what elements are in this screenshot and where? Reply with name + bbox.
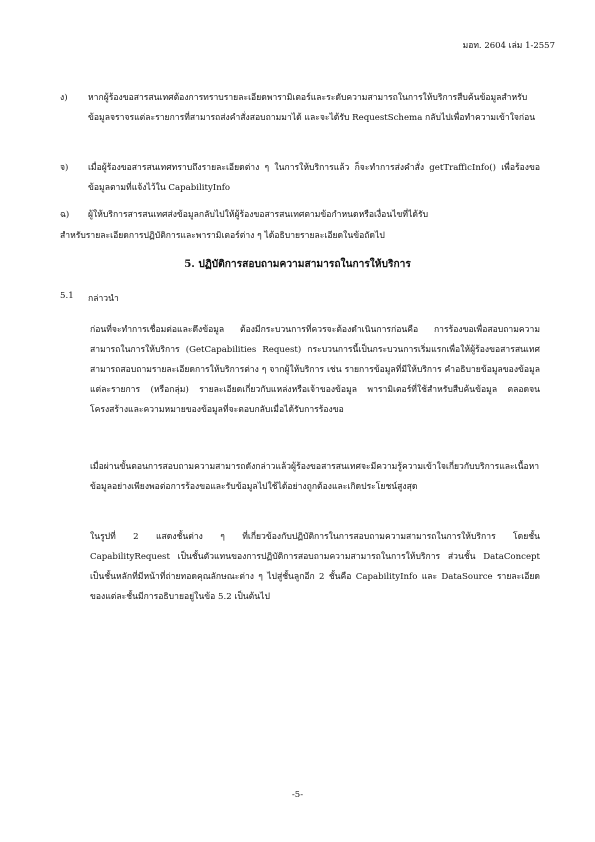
subsection-heading: [60, 291, 119, 305]
paragraph-1: [60, 320, 540, 420]
list-marker: จ): [60, 163, 69, 173]
standard-code: มอท. 2604 เล่ม 1-2557: [462, 41, 555, 51]
list-text: เมื่อผู้ร้องขอสารสนเทศทราบถึงรายละเอียดต่าง ๆ ในการให้บริการแล้ว ก็จะทำการส่งคำสั่ง getTrafficInfo() เพื่อร้องขอข้อมูลตามที่แจ้งไว้ใน CapabilityInfo: [88, 163, 540, 193]
section-heading: 5. ปฏิบัติการสอบถามความสามารถในการให้บริการ: [184, 258, 411, 270]
lead-line: [60, 226, 540, 246]
list-text: ผู้ให้บริการสารสนเทศส่งข้อมูลกลับไปให้ผู้ร้องขอสารสนเทศตามข้อกำหนดหรือเงื่อนไขที่ได้รับ: [88, 210, 429, 220]
lead-line-text: สำหรับรายละเอียดการปฏิบัติการและพารามิเตอร์ต่าง ๆ ได้อธิบายรายละเอียดในข้อถัดไป: [60, 231, 385, 241]
list-marker: ง): [60, 93, 68, 103]
list-text: หากผู้ร้องขอสารสนเทศต้องการทราบรายละเอียดพารามิเตอร์และระดับความสามารถในการให้บริการสืบค้นข้อมูลสำหรับข้อมูลจราจรแต่ละรายการที่สามารถส่งคำสั่งสอบถามมาได้ และจะได้รับ RequestSchema กลับไปเพื่อทำความเข้าใจก่อน: [88, 93, 536, 123]
list-item-jo: [60, 158, 540, 198]
list-marker: ฉ): [60, 210, 70, 220]
paragraph-text: ในรูปที่ 2 แสดงชั้นต่าง ๆ ที่เกี่ยวข้องกับปฏิบัติการในการสอบถามความสามารถในการให้บริการ โดยชั้น CapabilityRequest เป็นชั้นตัวแทนของการปฏิบัติการสอบถามความสามารถในการให้บริการ ส่วนชั้น DataConcept เป็นชั้นหลักที่มีหน้าที่ถ่ายทอดคุณลักษณะต่าง ๆ ไปสู่ชั้นลูกอีก 2 ชั้นคือ CapabilityInfo และ DataSource รายละเอียดของแต่ละชั้นมีการอธิบายอยู่ในข้อ 5.2 เป็นต้นไป: [90, 532, 540, 602]
page-number: -5-: [291, 790, 304, 800]
paragraph-text: ก่อนที่จะทำการเชื่อมต่อและดึงข้อมูล ต้องมีกระบวนการที่ควรจะต้องดำเนินการก่อนคือ การร้องขอเพื่อสอบถามความสามารถในการให้บริการ (GetCapabilities Request) กระบวนการนี้เป็นกระบวนการเริ่มแรกเพื่อให้ผู้ร้องขอสารสนเทศสามารถสอบถามรายละเอียดการให้บริการต่าง ๆ จากผู้ให้บริการ เช่น รายการข้อมูลที่มีให้บริการ คำอธิบายข้อมูลของข้อมูลแต่ละรายการ (หรือกลุ่ม) รายละเอียดเกี่ยวกับแหล่งหรือเจ้าของข้อมูล พารามิเตอร์ที่ใช้สำหรับสืบค้นข้อมูล ตลอดจนโครงสร้างและความหมายของข้อมูลที่จะตอบกลับเมื่อได้รับการร้องขอ: [90, 325, 540, 415]
subsection-number: 5.1: [60, 291, 74, 301]
paragraph-2: [60, 457, 540, 497]
list-item-ng: [60, 88, 540, 128]
paragraph-text: เมื่อผ่านขั้นตอนการสอบถามความสามารถดังกล่าวแล้วผู้ร้องขอสารสนเทศจะมีความรู้ความเข้าใจเกี่ยวกับบริการและเนื้อหาข้อมูลอย่างเพียงพอต่อการร้องขอและรับข้อมูลไปใช้ได้อย่างถูกต้องและเกิดประโยชน์สูงสุด: [90, 462, 540, 492]
list-item-cho: [60, 205, 540, 225]
subsection-title: กล่าวนำ: [88, 294, 119, 304]
paragraph-3: [60, 527, 540, 607]
